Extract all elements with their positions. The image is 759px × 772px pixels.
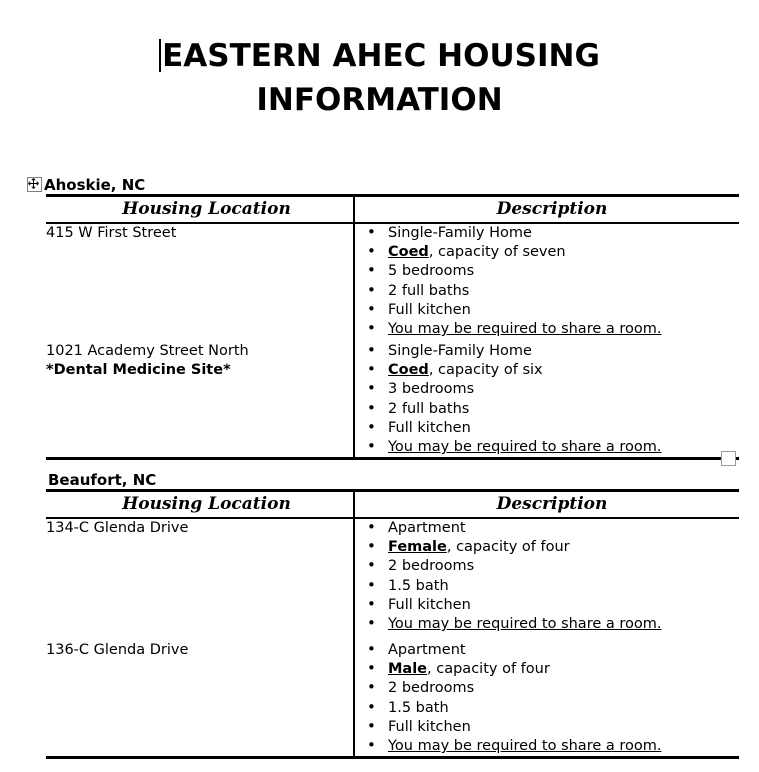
- list-item: [355, 641, 739, 660]
- list-item-text: 5 bedrooms: [388, 263, 475, 280]
- list-item: [355, 243, 739, 262]
- list-item-text: You may be required to share a room.: [388, 616, 662, 633]
- column-header-description-label: Description: [496, 494, 608, 514]
- page-title-line-2: INFORMATION: [256, 82, 503, 118]
- column-header-description-label: Description: [496, 199, 608, 219]
- list-item-text: You may be required to share a room.: [388, 321, 662, 338]
- list-item-lead: Male: [388, 661, 428, 678]
- list-item-text: Apartment: [388, 520, 466, 536]
- list-item-text: 1.5 bath: [388, 577, 449, 594]
- table-header-row: [46, 196, 739, 224]
- list-item-text: You may be required to share a room.: [388, 439, 662, 456]
- list-item: [355, 419, 739, 438]
- list-item-text: Full kitchen: [388, 718, 471, 735]
- list-item-text: 2 bedrooms: [388, 558, 475, 575]
- list-item-text: 1.5 bath: [388, 699, 449, 716]
- list-item-text: Full kitchen: [388, 596, 471, 613]
- location-line: 134-C Glenda Drive: [46, 520, 189, 536]
- description-list: [355, 519, 739, 634]
- page-title-line-1-text: EASTERN AHEC HOUSING: [162, 38, 600, 74]
- column-header-description: [354, 491, 739, 519]
- description-list: [355, 224, 739, 339]
- list-item: [355, 660, 739, 679]
- list-item-text: Single-Family Home: [388, 225, 532, 241]
- table-row: [46, 641, 739, 758]
- list-item: [355, 282, 739, 301]
- location-line: 136-C Glenda Drive: [46, 642, 189, 658]
- column-header-description: [354, 196, 739, 224]
- cell-location: [46, 223, 354, 342]
- list-item: [355, 699, 739, 718]
- list-item-text: 2 full baths: [388, 282, 470, 299]
- table-move-handle-icon[interactable]: [27, 177, 42, 192]
- list-item: [355, 557, 739, 576]
- section-heading-ahoskie: Ahoskie, NC: [44, 176, 146, 194]
- list-item-lead: Coed: [388, 244, 429, 261]
- section-ahoskie: [27, 174, 733, 460]
- description-list: [355, 342, 739, 457]
- table-row: [46, 518, 739, 641]
- list-item-text: , capacity of four: [427, 661, 550, 678]
- list-item-text: You may be required to share a room.: [388, 738, 662, 755]
- housing-table-beaufort: [46, 489, 739, 759]
- column-header-location-label: Housing Location: [122, 494, 291, 514]
- list-item: [355, 262, 739, 281]
- list-item: [355, 519, 739, 538]
- list-item-text: Full kitchen: [388, 419, 471, 436]
- section-heading-beaufort: Beaufort, NC: [48, 471, 157, 489]
- list-item-text: , capacity of seven: [428, 244, 566, 261]
- list-item: [355, 538, 739, 557]
- list-item: [355, 596, 739, 615]
- housing-table-ahoskie: [46, 194, 739, 460]
- cell-location: [46, 641, 354, 758]
- table-row: [46, 223, 739, 342]
- list-item: [355, 380, 739, 399]
- section-beaufort: [27, 469, 733, 759]
- cell-description: [354, 342, 739, 459]
- table-row: [46, 342, 739, 459]
- list-item: [355, 718, 739, 737]
- list-item: [355, 320, 739, 339]
- list-item: [355, 577, 739, 596]
- list-item-lead: Coed: [388, 362, 429, 379]
- list-item: [355, 301, 739, 320]
- list-item-text: , capacity of four: [446, 539, 570, 556]
- column-header-location-label: Housing Location: [122, 199, 291, 219]
- list-item-text: 3 bedrooms: [388, 381, 475, 398]
- list-item-text: 2 bedrooms: [388, 680, 475, 697]
- cell-location: [46, 518, 354, 641]
- list-item: [355, 438, 739, 457]
- page-title-line-1: [0, 34, 759, 78]
- list-item: [355, 342, 739, 361]
- list-item: [355, 679, 739, 698]
- column-header-location: [46, 196, 354, 224]
- list-item-text: , capacity of six: [428, 362, 543, 379]
- table-resize-handle-icon[interactable]: [721, 451, 736, 466]
- list-item-text: Full kitchen: [388, 301, 471, 318]
- section-heading-row-beaufort: [27, 469, 733, 489]
- list-item: [355, 737, 739, 756]
- list-item: [355, 361, 739, 380]
- location-line: 1021 Academy Street North: [46, 343, 249, 359]
- column-header-location: [46, 491, 354, 519]
- list-item: [355, 615, 739, 634]
- list-item-text: 2 full baths: [388, 400, 470, 417]
- cell-description: [354, 518, 739, 641]
- table-header-row: [46, 491, 739, 519]
- description-list: [355, 641, 739, 756]
- cell-description: [354, 223, 739, 342]
- page-title: [0, 34, 759, 122]
- location-line: 415 W First Street: [46, 225, 177, 241]
- cell-location: [46, 342, 354, 459]
- list-item-lead: Female: [388, 539, 447, 556]
- section-heading-row-ahoskie: [27, 174, 733, 194]
- location-line-note: *Dental Medicine Site*: [46, 362, 231, 378]
- list-item-text: Single-Family Home: [388, 343, 532, 359]
- list-item: [355, 224, 739, 243]
- list-item: [355, 400, 739, 419]
- list-item-text: Apartment: [388, 642, 466, 658]
- text-caret: [159, 39, 161, 72]
- cell-description: [354, 641, 739, 758]
